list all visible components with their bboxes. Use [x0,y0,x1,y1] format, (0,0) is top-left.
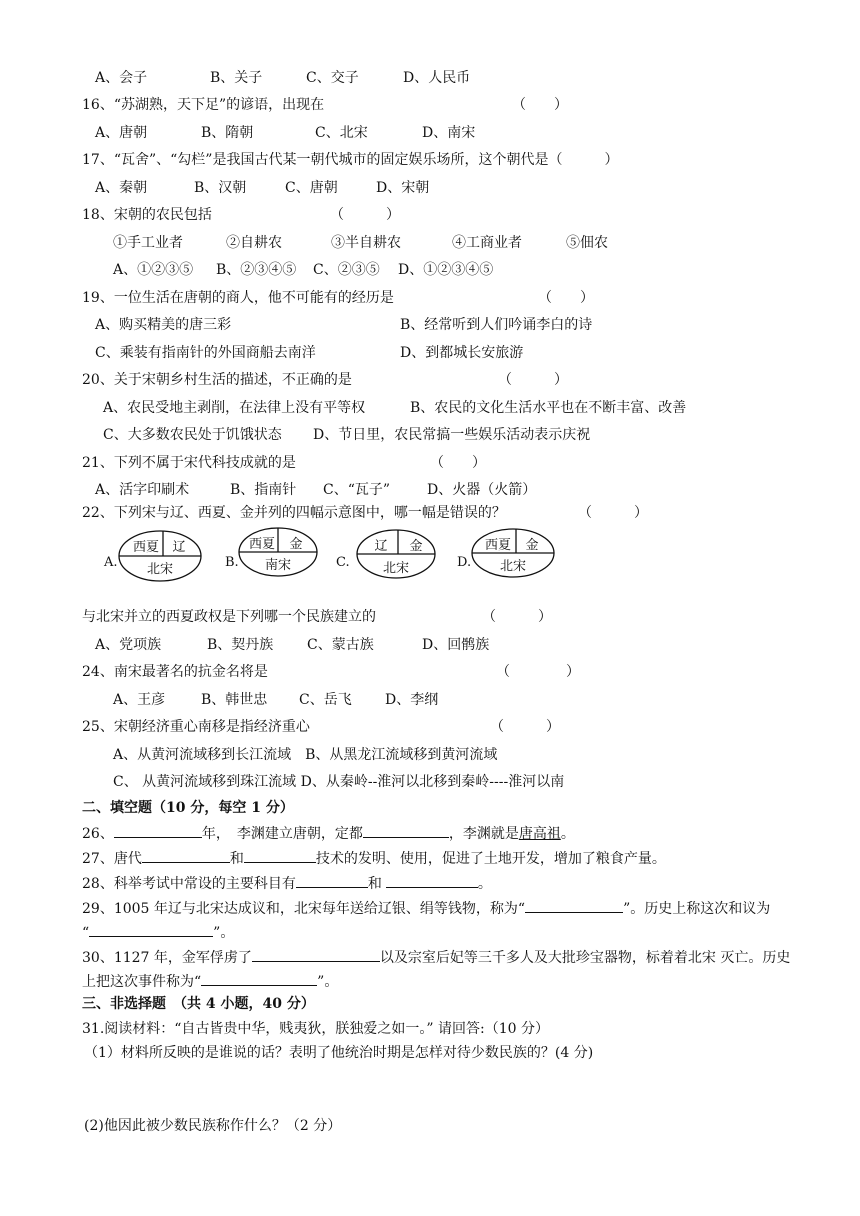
q23-options [95,636,489,654]
q20-option-a: A、农民受地主剥削，在法律上没有平等权 [103,400,366,416]
q19-stem: 19、一位生活在唐朝的商人，他不可能有的经历是 [82,290,394,306]
q29-text-d: ”。 [213,925,235,941]
q21-option-a: A、活字印刷术 [95,482,190,498]
q31-stem: 31.阅读材料：“自古皆贵中华，贱夷狄，朕独爱之如一。” 请回答:（10 分） [82,1021,550,1037]
q22-diagram-b-bottom: 南宋 [264,558,292,573]
q20-stem: 20、关于宋朝乡村生活的描述，不正确的是 [82,372,352,388]
q16-stem: 16、“苏湖熟，天下足”的谚语，出现在 [82,97,325,113]
q20-option-c: C、大多数农民处于饥饿状态 [103,427,282,443]
q22-diagram-b-top-left: 西夏 [248,537,276,552]
q23-option-c: C、蒙古族 [307,637,374,653]
q16-option-b: B、隋朝 [201,125,254,141]
q25-stem: 25、宋朝经济重心南移是指经济重心 [82,719,310,735]
q23-stem: 与北宋并立的西夏政权是下列哪一个民族建立的 [82,609,376,625]
q15-option-b: B、关子 [210,70,263,86]
q29-text-b: ”。历史上称这次和议为 [623,901,771,917]
q27-text-c: 技术的发明、使用，促进了土地开发，增加了粮食产量。 [315,851,666,867]
q18-option-c: C、②③⑤ [313,262,380,278]
q30-text-b: 以及宗室后妃等三千多人及大批珍宝器物，标着着北宋 灭亡。历史 [379,950,791,966]
q25-options-ab: A、从黄河流域移到长江流域 B、从黑龙江流域移到黄河流域 [113,747,498,763]
q18-answer-paren: （ ） [330,207,400,223]
q19-option-d: D、到都城长安旅游 [400,345,524,361]
q22-diagram-b-top-right: 金 [289,537,303,552]
q30-text-c: 上把这次事件称为“ [82,974,202,990]
q20-option-d: D、节日里，农民常搞一些娱乐活动表示庆祝 [313,427,591,443]
q28-text-a: 28、科举考试中常设的主要科目有 [82,876,296,892]
q19-option-b: B、经常听到人们吟诵李白的诗 [400,317,593,333]
q18-option-d: D、①②③④⑤ [398,262,494,278]
q22-diagram-d-bottom: 北宋 [499,559,527,574]
q18-item-3: ③半自耕农 [331,235,401,251]
q22-diagrams-svg [100,525,560,585]
q29-line-1 [82,898,770,918]
q15-option-a: A、会子 [95,70,148,86]
q16-option-d: D、南宋 [422,125,476,141]
q24-option-c: C、岳飞 [299,692,352,708]
q16-option-a: A、唐朝 [95,125,148,141]
q28-blank-1[interactable] [296,873,368,888]
q15-options [95,69,470,87]
q16-answer-paren: （ ） [512,97,568,113]
q19-answer-paren: （ ） [538,290,594,306]
q28-text-b: 和 [367,876,382,892]
q24-options [113,691,438,709]
q22-diagram-d-top-left: 西夏 [484,538,512,553]
q30-text-a: 30、1127 年，金军俘虏了 [82,950,252,966]
q22-diagram-c-top-right: 金 [409,539,423,554]
q21-stem: 21、下列不属于宋代科技成就的是 [82,455,296,471]
q22-diagram-row [100,525,560,585]
q26-text-emperor: 唐高祖 [518,826,561,842]
q29-line-2 [82,922,234,942]
q18-item-2: ②自耕农 [226,235,282,251]
q21-option-c: C、“瓦子” [323,482,391,498]
q22-diagram-a-top-left: 西夏 [132,540,160,555]
q22-diagram-d-label: D. [457,555,472,570]
q26-line [82,823,575,843]
section-3-title: 三、非选择题 （共 4 小题，40 分） [82,996,315,1012]
q23-option-a: A、党项族 [95,637,162,653]
q30-blank-1[interactable] [252,947,380,962]
q23-option-d: D、回鹘族 [422,637,490,653]
q26-text-end: 。 [560,826,575,842]
q22-diagram-b-label: B. [225,555,239,570]
q26-text-b: ，李渊就是 [448,826,519,842]
q18-item-5: ⑤佃农 [566,235,608,251]
q22-diagram-a-bottom: 北宋 [146,562,174,577]
q19-option-a: A、购买精美的唐三彩 [95,317,232,333]
q29-blank-2[interactable] [89,922,213,937]
q24-stem: 24、南宋最著名的抗金名将是 [82,664,268,680]
q27-line [82,848,666,868]
q29-blank-1[interactable] [525,898,623,913]
q26-blank-2[interactable] [363,823,449,838]
q30-text-d: ”。 [317,974,339,990]
q20-option-b: B、农民的文化生活水平也在不断丰富、改善 [410,400,687,416]
q24-option-d: D、李纲 [385,692,439,708]
q21-options [95,481,536,499]
q21-option-d: D、火器（火箭） [427,482,537,498]
q28-text-c: 。 [477,876,492,892]
q27-blank-1[interactable] [142,848,230,863]
q17-options [95,179,429,197]
q27-blank-2[interactable] [244,848,316,863]
q29-text-a: 29、1005 年辽与北宋达成议和，北宋每年送给辽银、绢等钱物，称为“ [82,901,526,917]
q22-stem: 22、下列宋与辽、西夏、金并列的四幅示意图中，哪一幅是错误的？ [82,505,506,521]
q18-items [113,234,608,252]
q18-stem: 18、宋朝的农民包括 [82,207,212,223]
q24-option-b: B、韩世忠 [201,692,268,708]
q30-blank-2[interactable] [201,971,317,986]
q17-option-d: D、宋朝 [376,180,430,196]
q24-option-a: A、王彦 [113,692,166,708]
q31-sub-question-2: (2)他因此被少数民族称作什么？（2 分） [84,1118,342,1134]
q24-answer-paren: （ ） [496,664,580,680]
q28-blank-2[interactable] [386,873,478,888]
q26-blank-1[interactable] [114,823,202,838]
q17-option-c: C、唐朝 [285,180,338,196]
q22-diagram-c-top-left: 辽 [374,539,388,554]
q15-option-c: C、交子 [306,70,359,86]
q30-line-1 [82,947,790,967]
q22-diagram-a [103,531,201,581]
q29-text-c: “ [82,925,90,941]
q16-option-c: C、北宋 [315,125,368,141]
q17-stem: 17、“瓦舍”、“勾栏”是我国古代某一朝代城市的固定娱乐场所，这个朝代是（ ） [82,152,619,168]
q18-item-1: ①手工业者 [113,235,183,251]
q26-text-a: 年， 李渊建立唐朝，定都 [201,826,363,842]
q27-text-b: 和 [229,851,244,867]
q18-option-b: B、②③④⑤ [216,262,297,278]
q16-options [95,124,475,142]
q25-options-cd: C、 从黄河流域移到珠江流域 D、从秦岭--淮河以北移到秦岭----淮河以南 [113,774,565,790]
q22-diagram-b [225,528,317,576]
q21-answer-paren: （ ） [430,455,486,471]
q27-text-a: 27、唐代 [82,851,142,867]
q15-option-d: D、人民币 [403,70,471,86]
q18-item-4: ④工商业者 [452,235,522,251]
q23-answer-paren: （ ） [482,609,552,625]
q22-answer-paren: （ ） [578,505,648,521]
q25-answer-paren: （ ） [490,719,560,735]
q26-num: 26、 [82,826,114,842]
q31-sub-question-1: （1）材料所反映的是谁说的话？表明了他统治时期是怎样对待少数民族的？(4 分) [84,1045,594,1061]
q22-diagram-c-label: C. [336,555,350,570]
q22-diagram-c-bottom: 北宋 [382,561,410,576]
q22-diagram-d-top-right: 金 [525,538,539,553]
q30-line-2 [82,971,338,991]
q23-option-b: B、契丹族 [207,637,274,653]
q17-option-b: B、汉朝 [194,180,247,196]
q20-answer-paren: （ ） [498,372,568,388]
q22-diagram-a-label: A. [104,555,118,570]
q21-option-b: B、指南针 [230,482,297,498]
q18-option-a: A、①②③⑤ [113,262,194,278]
q22-diagram-a-top-right: 辽 [172,540,186,555]
q17-option-a: A、秦朝 [95,180,148,196]
q19-option-c: C、乘装有指南针的外国商船去南洋 [95,345,316,361]
q18-options [113,261,493,279]
q22-diagram-c [336,530,435,578]
section-2-title: 二、填空题（10 分，每空 1 分） [82,800,294,816]
q22-diagram-d [457,529,554,577]
q28-line [82,873,492,893]
